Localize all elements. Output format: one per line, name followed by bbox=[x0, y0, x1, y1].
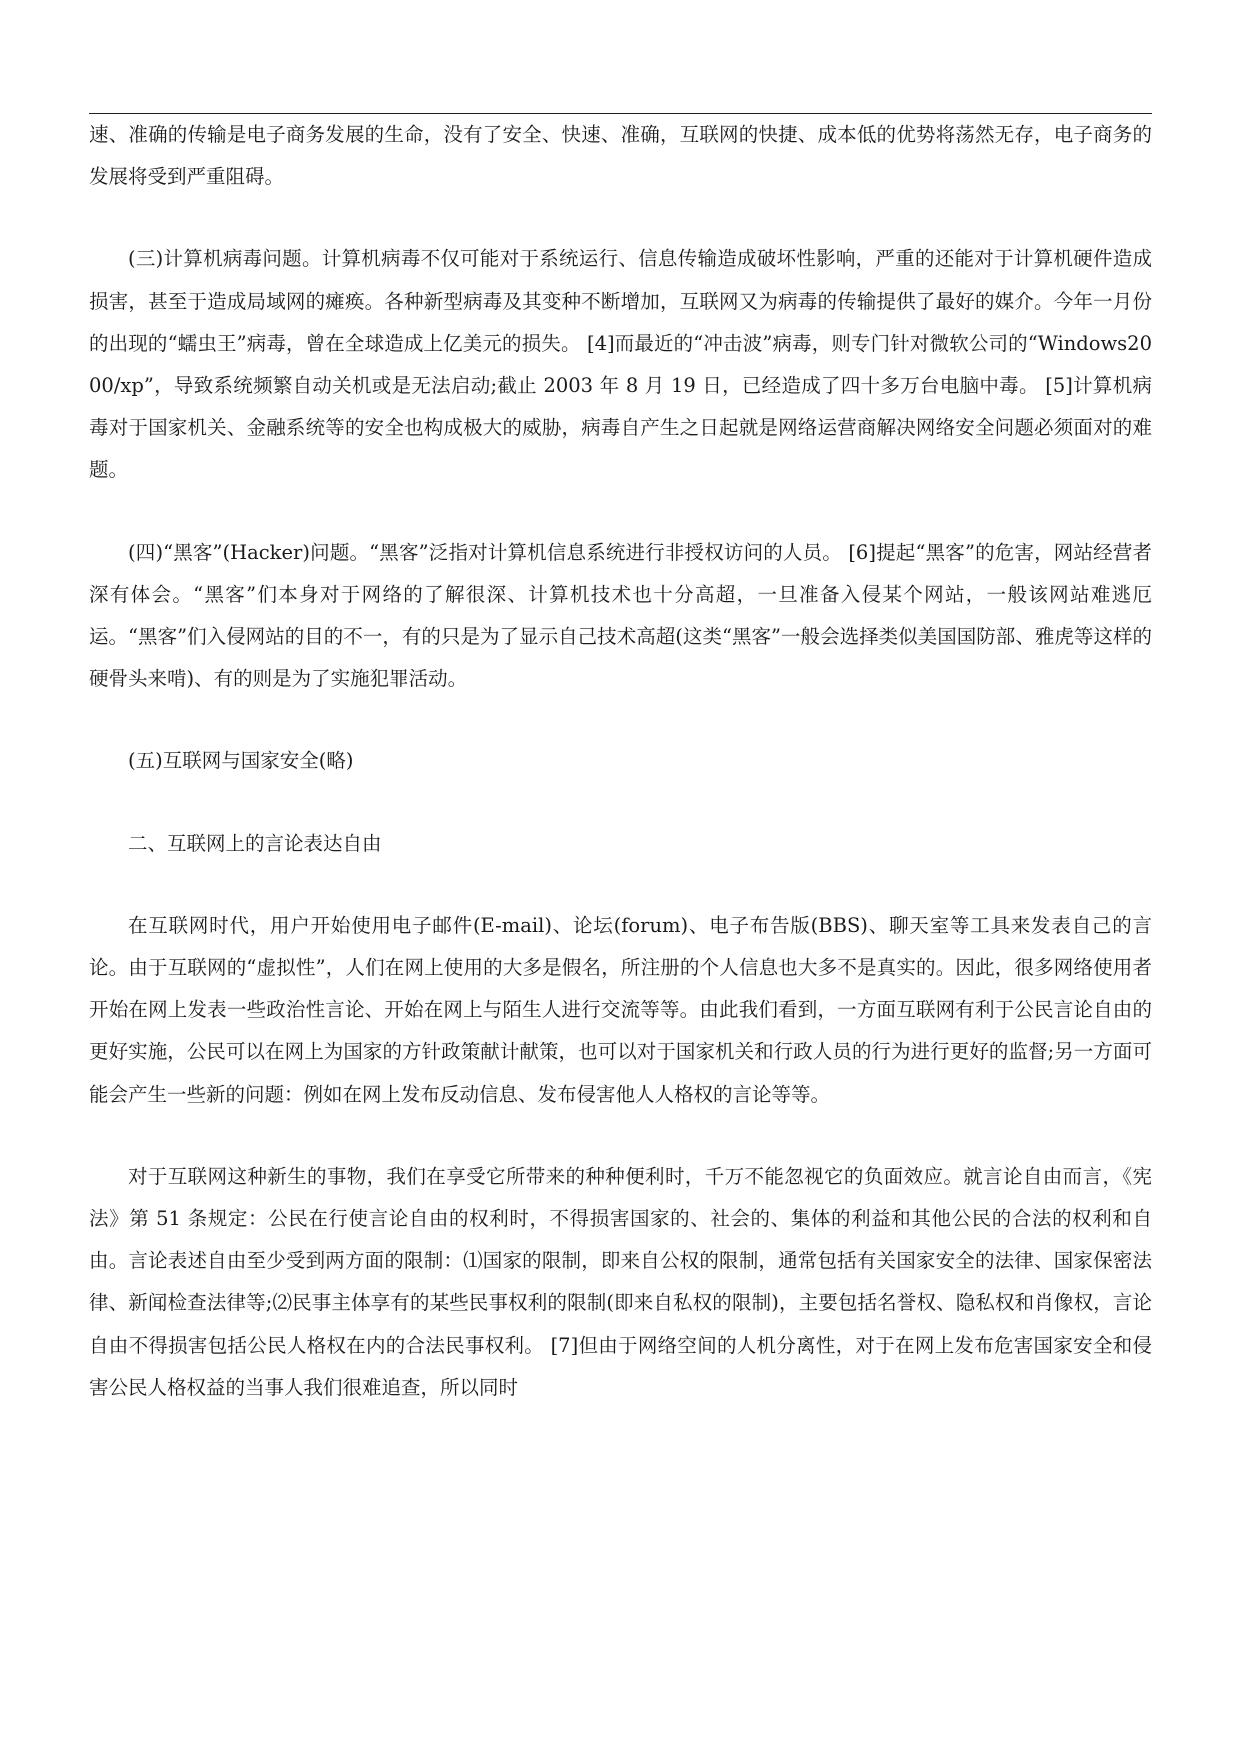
paragraph-gap bbox=[89, 783, 1152, 823]
paragraph-free-speech: 在互联网时代，用户开始使用电子邮件(E-mail)、论坛(forum)、电子布告版(BBS)、聊天室等工具来发表自己的言论。由于互联网的“虚拟性”，人们在网上使用的大多是假名，所注册的个人信息也大多不是真实的。因此，很多网络使用者开始在网上发表一些政治性言论、开始在网上与陌生人进行交流等等。由此我们看到，一方面互联网有利于公民言论自由的更好实施，公民可以在网上为国家的方针政策献计献策，也可以对于国家机关和行政人员的行为进行更好的监督;另一方面可能会产生一些新的问题：例如在网上发布反动信息、发布侵害他人人格权的言论等等。 bbox=[89, 913, 1152, 1106]
paragraph-gap bbox=[89, 865, 1152, 905]
paragraph-gap bbox=[89, 492, 1152, 532]
paragraph-gap bbox=[89, 198, 1152, 238]
paragraph-constitution: 对于互联网这种新生的事物，我们在享受它所带来的种种便利时，千万不能忽视它的负面效应。就言论自由而言，《宪法》第 51 条规定：公民在行使言论自由的权利时，不得损害国家的、社会的、集体的利益和其他公民的合法的权利和自由。言论表述自由至少受到两方面的限制：⑴国家的限制，即来自公权的限制，通常包括有关国家安全的法律、国家保密法律、新闻检查法律等;⑵民事主体享有的某些民事权利的限制(即来自私权的限制)，主要包括名誉权、隐私权和肖像权，言论自由不得损害包括公民人格权在内的合法民事权利。 [7]但由于网络空间的人机分离性，对于在网上发布危害国家安全和侵害公民人格权益的当事人我们很难追查，所以同时 bbox=[89, 1164, 1152, 1399]
paragraph-hacker: (四)“黑客”(Hacker)问题。“黑客”泛指对计算机信息系统进行非授权访问的人员。 [6]提起“黑客”的危害，网站经营者深有体会。“黑客”们本身对于网络的了解很深、计算机技术也十分高超，一旦准备入侵某个网站，一般该网站难逃厄运。“黑客”们入侵网站的目的不一，有的只是为了显示自己技术高超(这类“黑客”一般会选择类似美国国防部、雅虎等这样的硬骨头来啃)、有的则是为了实施犯罪活动。 bbox=[89, 540, 1152, 691]
document-body bbox=[89, 114, 1152, 1409]
section-heading: 二、互联网上的言论表达自由 bbox=[128, 831, 382, 855]
paragraph-gap bbox=[89, 1116, 1152, 1156]
paragraph-gap bbox=[89, 700, 1152, 740]
paragraph-continuation: 速、准确的传输是电子商务发展的生命，没有了安全、快速、准确，互联网的快捷、成本低的优势将荡然无存，电子商务的发展将受到严重阻碍。 bbox=[89, 123, 1152, 189]
paragraph-national-security: (五)互联网与国家安全(略) bbox=[128, 749, 354, 773]
paragraph-computer-virus: (三)计算机病毒问题。计算机病毒不仅可能对于系统运行、信息传输造成破坏性影响，严重的还能对于计算机硬件造成损害，甚至于造成局域网的瘫痪。各种新型病毒及其变种不断增加，互联网又为病毒的传输提供了最好的媒介。今年一月份的出现的“蠕虫王”病毒，曾在全球造成上亿美元的损失。 [4]而最近的“冲击波”病毒，则专门针对微软公司的“Windows2000/xp”，导致系统频繁自动关机或是无法启动;截止 2003 年 8 月 19 日，已经造成了四十多万台电脑中毒。 [5]计算机病毒对于国家机关、金融系统等的安全也构成极大的威胁，病毒自产生之日起就是网络运营商解决网络安全问题必须面对的难题。 bbox=[89, 247, 1152, 482]
